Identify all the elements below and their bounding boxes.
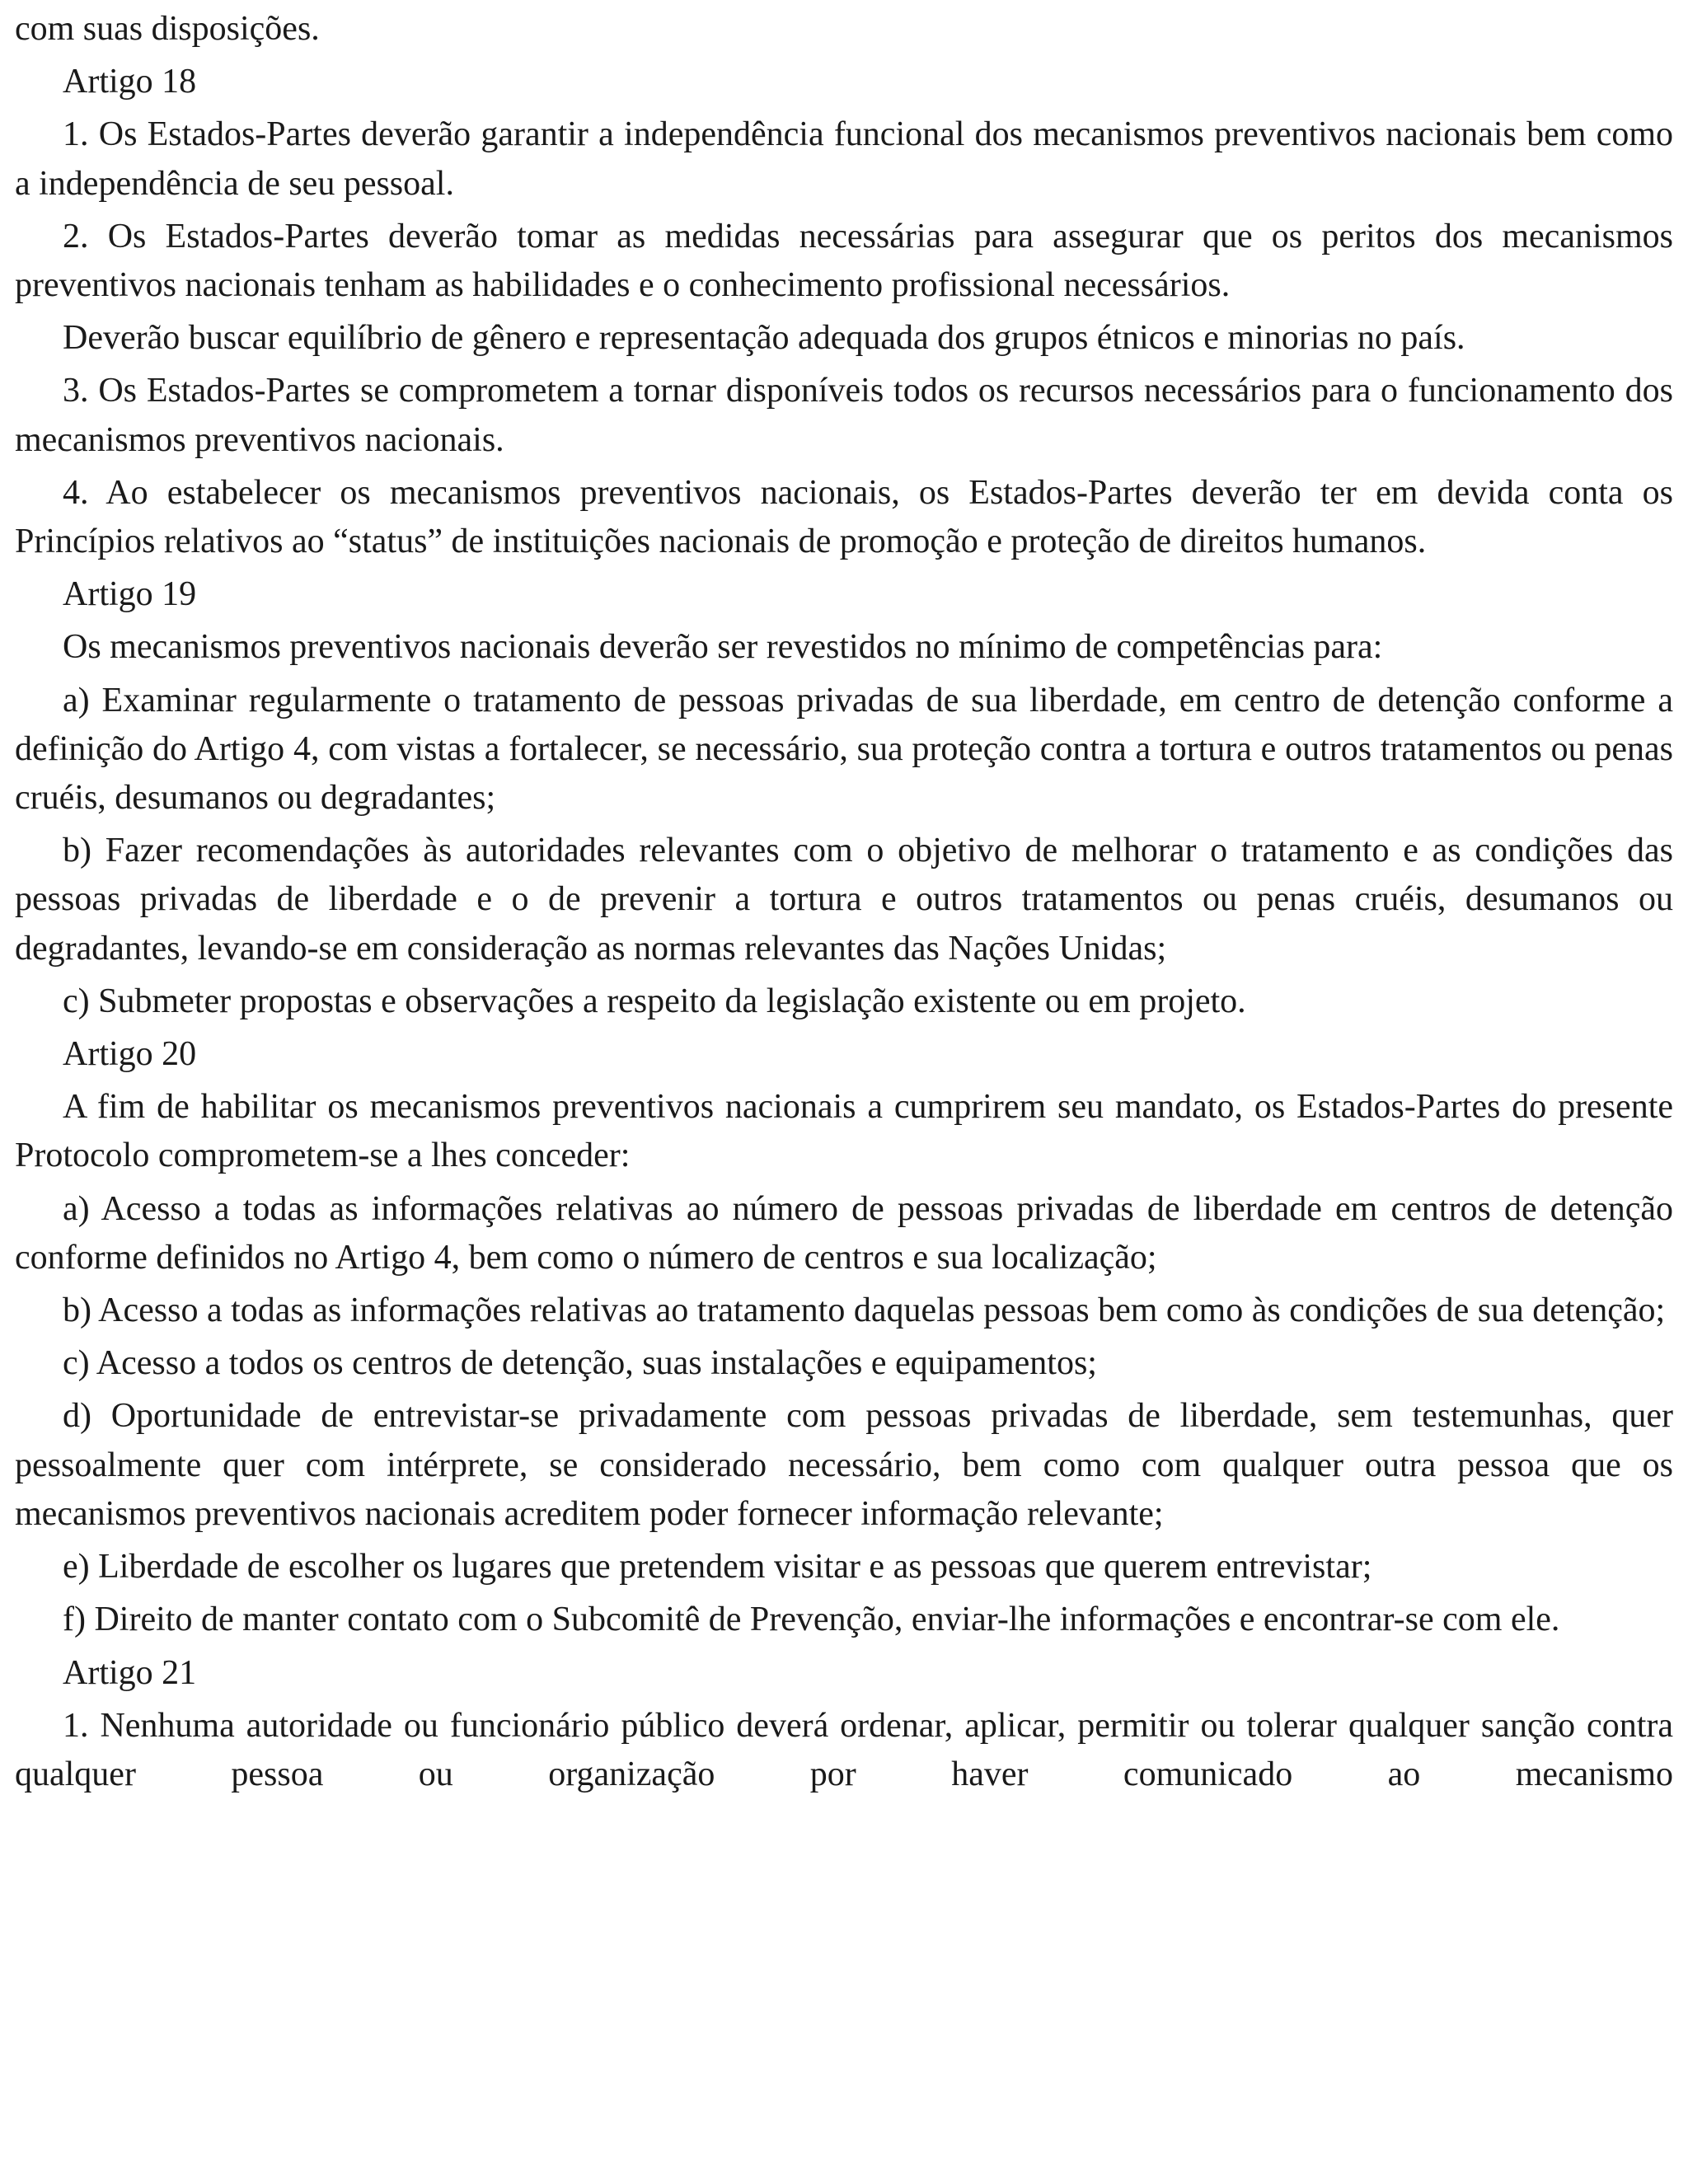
article-20-item-b: b) Acesso a todas as informações relativas ao tratamento daquelas pessoas bem como às condições de sua detenção; [63, 1291, 1666, 1330]
article-19-heading: Artigo 19 [63, 575, 197, 614]
article-20-item-a: a) Acesso a todas as informações relativas ao número de pessoas privadas de liberdade em centros de detenção conforme definidos no Artigo 4, bem como o número de centros e sua localização; [15, 1189, 1673, 1277]
article-20-item-c: c) Acesso a todos os centros de detenção, suas instalações e equipamentos; [63, 1344, 1097, 1383]
article-20-item-e: e) Liberdade de escolher os lugares que pretendem visitar e as pessoas que querem entrevistar; [63, 1548, 1372, 1586]
article-18-paragraph-2: 2. Os Estados-Partes deverão tomar as medidas necessárias para assegurar que os peritos dos mecanismos preventivos nacionais tenham as habilidades e o conhecimento profissional necessários. [15, 217, 1673, 305]
article-18-paragraph-2-continued: Deverão buscar equilíbrio de gênero e representação adequada dos grupos étnicos e minorias no país. [63, 319, 1465, 358]
article-18-paragraph-3: 3. Os Estados-Partes se comprometem a tornar disponíveis todos os recursos necessários para o funcionamento dos mecanismos preventivos nacionais. [15, 372, 1673, 459]
article-21-paragraph-1: 1. Nenhuma autoridade ou funcionário público deverá ordenar, aplicar, permitir ou tolerar qualquer sanção contra qualquer pessoa ou organização por haver comunicado ao mecanismo [15, 1706, 1673, 1793]
article-20-intro: A fim de habilitar os mecanismos preventivos nacionais a cumprirem seu mandato, os Estados-Partes do presente Protocolo comprometem-se a lhes conceder: [15, 1088, 1673, 1175]
article-19-item-c: c) Submeter propostas e observações a respeito da legislação existente ou em projeto. [63, 982, 1246, 1020]
article-19-intro: Os mecanismos preventivos nacionais deverão ser revestidos no mínimo de competências para: [63, 628, 1383, 667]
document-page [15, 5, 1673, 1803]
article-19-item-b: b) Fazer recomendações às autoridades relevantes com o objetivo de melhorar o tratamento e as condições das pessoas privadas de liberdade e o de prevenir a tortura e outros tratamentos ou penas cruéis, desumanos ou degradantes, levando-se em consideração as normas relevantes das Nações Unidas; [15, 832, 1673, 968]
article-20-item-f: f) Direito de manter contato com o Subcomitê de Prevenção, enviar-lhe informações e encontrar-se com ele. [63, 1601, 1560, 1639]
article-21-heading: Artigo 21 [63, 1653, 197, 1692]
article-20-item-d: d) Oportunidade de entrevistar-se privadamente com pessoas privadas de liberdade, sem testemunhas, quer pessoalmente quer com intérprete, se considerado necessário, bem como com qualquer outra pessoa que os mecanismos preventivos nacionais acreditem poder fornecer informação relevante; [15, 1397, 1673, 1533]
article-19-item-a: a) Examinar regularmente o tratamento de pessoas privadas de sua liberdade, em centro de detenção conforme a definição do Artigo 4, com vistas a fortalecer, se necessário, sua proteção contra a tortura e outros tratamentos ou penas cruéis, desumanos ou degradantes; [15, 681, 1673, 818]
article-18-heading: Artigo 18 [63, 63, 197, 101]
article-20-heading: Artigo 20 [63, 1035, 197, 1074]
article-18-paragraph-4: 4. Ao estabelecer os mecanismos preventivos nacionais, os Estados-Partes deverão ter em devida conta os Princípios relativos ao “status” de instituições nacionais de promoção e proteção de direitos humanos. [15, 473, 1673, 561]
article-18-paragraph-1: 1. Os Estados-Partes deverão garantir a independência funcional dos mecanismos preventivos nacionais bem como a independência de seu pessoal. [15, 115, 1673, 203]
continuation-text: com suas disposições. [15, 10, 320, 48]
